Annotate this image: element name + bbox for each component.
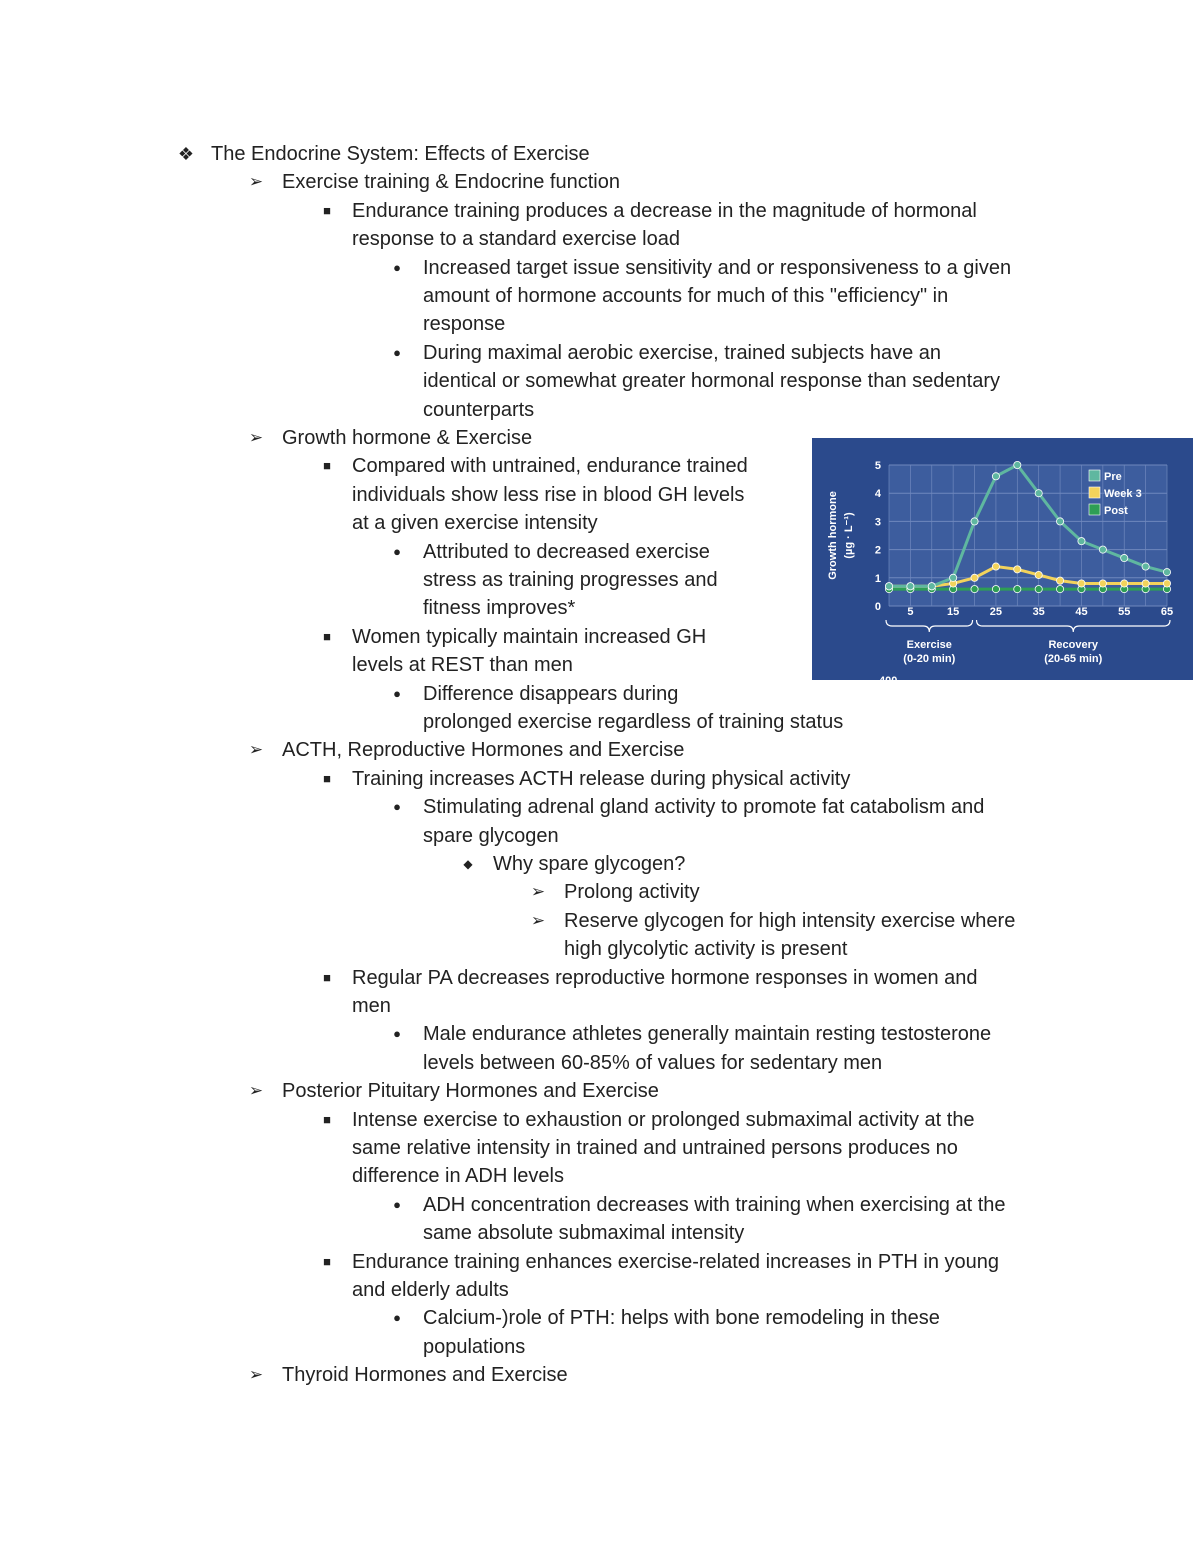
outline-text-line: Calcium-)role of PTH: helps with bone remodeling in these [423, 1307, 940, 1330]
data-point-pre [971, 518, 978, 525]
y-tick-label: 0 [874, 601, 881, 613]
outline-text-line: Growth hormone & Exercise [282, 427, 533, 449]
outline-text-line: Women typically maintain increased GH [352, 625, 707, 648]
outline-text-line: Male endurance athletes generally maintain resting testosterone [423, 1023, 992, 1046]
y-axis-label: Growth hormone [827, 491, 839, 580]
outline-text-line: Intense exercise to exhaustion or prolonged submaximal activity at the [352, 1108, 975, 1131]
phase-sublabel-recovery: (20-65 min) [1044, 653, 1103, 665]
outline-text-line: Endurance training enhances exercise-related increases in PTH in young [352, 1250, 1000, 1273]
outline-text-line: fitness improves* [423, 597, 576, 620]
data-point-pre [928, 583, 935, 590]
bullet-marker: ● [393, 1310, 401, 1326]
legend-label: Post [1104, 505, 1128, 517]
data-point-pre [1163, 569, 1170, 576]
data-point-week-3 [1035, 571, 1042, 578]
data-point-week-3 [1014, 566, 1021, 573]
exercise-brace [886, 620, 973, 632]
bullet-marker: ● [393, 1026, 401, 1042]
legend-swatch [1089, 470, 1100, 481]
bullet-marker: ➢ [248, 740, 264, 760]
outline-text-line: response to a standard exercise load [352, 228, 680, 251]
data-point-pre [1035, 490, 1042, 497]
x-tick-label: 55 [1118, 606, 1131, 618]
outline-text-line: stress as training progresses and [423, 569, 718, 591]
outline-text-line: Prolong activity [564, 881, 700, 904]
outline-text-line: populations [423, 1335, 526, 1358]
outline-text-line: Thyroid Hormones and Exercise [282, 1364, 568, 1387]
data-point-week-3 [1078, 580, 1085, 587]
bullet-marker: ➢ [248, 172, 264, 192]
outline-text-line: response [423, 313, 506, 336]
bullet-marker: ➢ [530, 882, 546, 902]
outline-text-line: same relative intensity in trained and untrained persons produces no [352, 1137, 958, 1159]
data-point-pre [950, 574, 957, 581]
phase-sublabel-exercise: (0-20 min) [903, 653, 956, 665]
outline-text-line: Stimulating adrenal gland activity to promote fat catabolism and [423, 796, 985, 819]
outline-text-line: ADH concentration decreases with training when exercising at the [423, 1193, 1006, 1216]
bullet-marker: ➢ [248, 428, 264, 447]
bullet-marker: ● [393, 685, 401, 701]
outline-text-line: counterparts [423, 398, 535, 421]
bullet-marker: ➢ [530, 910, 546, 930]
outline-text-line: prolonged exercise regardless of training status [423, 711, 844, 733]
bullet-marker: ➢ [248, 1365, 264, 1385]
bullet-marker: ■ [323, 628, 331, 644]
bullet-marker: ● [393, 259, 401, 275]
outline-text-line: Endurance training produces a decrease in the magnitude of hormonal [352, 199, 977, 222]
y-tick-label: 1 [874, 572, 881, 585]
bullet-marker: ◆ [463, 857, 473, 871]
legend-swatch [1089, 504, 1100, 515]
outline-text-line: Training increases ACTH release during physical activity [352, 767, 851, 790]
outline-text-line: identical or somewhat greater hormonal response than sedentary [423, 370, 1000, 393]
outline-text-line: men [352, 995, 391, 1017]
data-point-pre [1121, 554, 1128, 561]
x-tick-label: 15 [947, 606, 960, 618]
outline-text-line: Difference disappears during [423, 682, 679, 705]
cut-off-label: 400 [879, 675, 898, 687]
x-tick-label: 5 [907, 606, 914, 618]
data-point-post [992, 585, 999, 592]
outline-text-line: same absolute submaximal intensity [423, 1222, 745, 1245]
data-point-week-3 [1163, 580, 1170, 587]
recovery-brace [977, 620, 1170, 632]
bullet-marker: ● [393, 1196, 401, 1212]
outline-text-line: Regular PA decreases reproductive hormone responses in women and [352, 966, 978, 989]
data-point-pre [1099, 546, 1106, 553]
legend-label: Week 3 [1104, 488, 1142, 500]
y-axis-unit: (µg · L⁻¹) [843, 512, 855, 559]
outline-text-line: Increased target issue sensitivity and or responsiveness to a given [423, 256, 1012, 279]
bullet-marker: ❖ [177, 144, 195, 164]
outline-text-line: amount of hormone accounts for much of this "efficiency" in [423, 285, 949, 307]
data-point-pre [907, 583, 914, 590]
data-point-post [971, 585, 978, 592]
bullet-marker: ■ [323, 1253, 331, 1269]
x-tick-label: 25 [989, 606, 1003, 618]
outline-text-line: at a given exercise intensity [352, 512, 598, 535]
bullet-marker: ■ [323, 458, 331, 474]
x-tick-label: 65 [1160, 606, 1174, 618]
outline-text-line: individuals show less rise in blood GH levels [352, 483, 745, 506]
outline-text-line: The Endocrine System: Effects of Exercise [211, 143, 590, 165]
outline-text-line: Exercise training & Endocrine function [282, 171, 620, 194]
outline-text-line: and elderly adults [352, 1279, 509, 1301]
outline-text-line: levels at REST than men [352, 654, 573, 677]
y-tick-label: 5 [874, 460, 881, 472]
data-point-post [1035, 585, 1042, 592]
y-tick-label: 2 [874, 544, 881, 557]
x-tick-label: 45 [1075, 606, 1088, 618]
legend-label: Pre [1104, 471, 1122, 483]
outline-text-line: Attributed to decreased exercise [423, 540, 710, 563]
y-tick-label: 4 [874, 488, 881, 501]
outline-text-line: high glycolytic activity is present [564, 938, 848, 961]
x-tick-label: 35 [1032, 606, 1045, 618]
chart-svg [812, 438, 1193, 687]
bullet-marker: ● [393, 543, 401, 559]
outline-text-line: Why spare glycogen? [493, 853, 686, 875]
bullet-marker: ■ [323, 1111, 331, 1127]
data-point-pre [992, 473, 999, 480]
outline-text-line: ACTH, Reproductive Hormones and Exercise [282, 739, 685, 762]
data-point-pre [1056, 518, 1063, 525]
bullet-marker: ➢ [248, 1081, 264, 1101]
outline-text-line: Reserve glycogen for high intensity exercise where [564, 909, 1016, 932]
outline-text-line: Posterior Pituitary Hormones and Exercise [282, 1080, 659, 1103]
outline-text-line: During maximal aerobic exercise, trained subjects have an [423, 341, 942, 364]
outline-text-line: difference in ADH levels [352, 1165, 564, 1188]
outline-text-line: levels between 60-85% of values for sedentary men [423, 1051, 883, 1074]
data-point-week-3 [992, 563, 999, 570]
data-point-week-3 [1121, 580, 1128, 587]
phase-label-exercise: Exercise [906, 639, 952, 651]
phase-label-recovery: Recovery [1048, 639, 1099, 651]
data-point-post [1056, 585, 1063, 592]
legend-swatch [1089, 487, 1100, 498]
data-point-post [1014, 585, 1021, 592]
data-point-pre [1078, 538, 1085, 545]
outline-text-line: spare glycogen [423, 824, 559, 847]
data-point-week-3 [1099, 580, 1106, 587]
growth-hormone-chart [812, 438, 1193, 687]
bullet-marker: ■ [323, 770, 331, 786]
outline-text-line: Compared with untrained, endurance trained [352, 455, 748, 478]
bullet-marker: ■ [323, 969, 331, 985]
bullet-marker: ■ [323, 202, 331, 218]
data-point-pre [1014, 461, 1021, 468]
bullet-marker: ● [393, 344, 401, 360]
data-point-pre [885, 583, 892, 590]
bullet-marker: ● [393, 799, 401, 815]
data-point-pre [1142, 563, 1149, 570]
y-tick-label: 3 [874, 516, 881, 529]
data-point-week-3 [1142, 580, 1149, 587]
data-point-week-3 [1056, 577, 1063, 584]
data-point-week-3 [971, 574, 978, 581]
